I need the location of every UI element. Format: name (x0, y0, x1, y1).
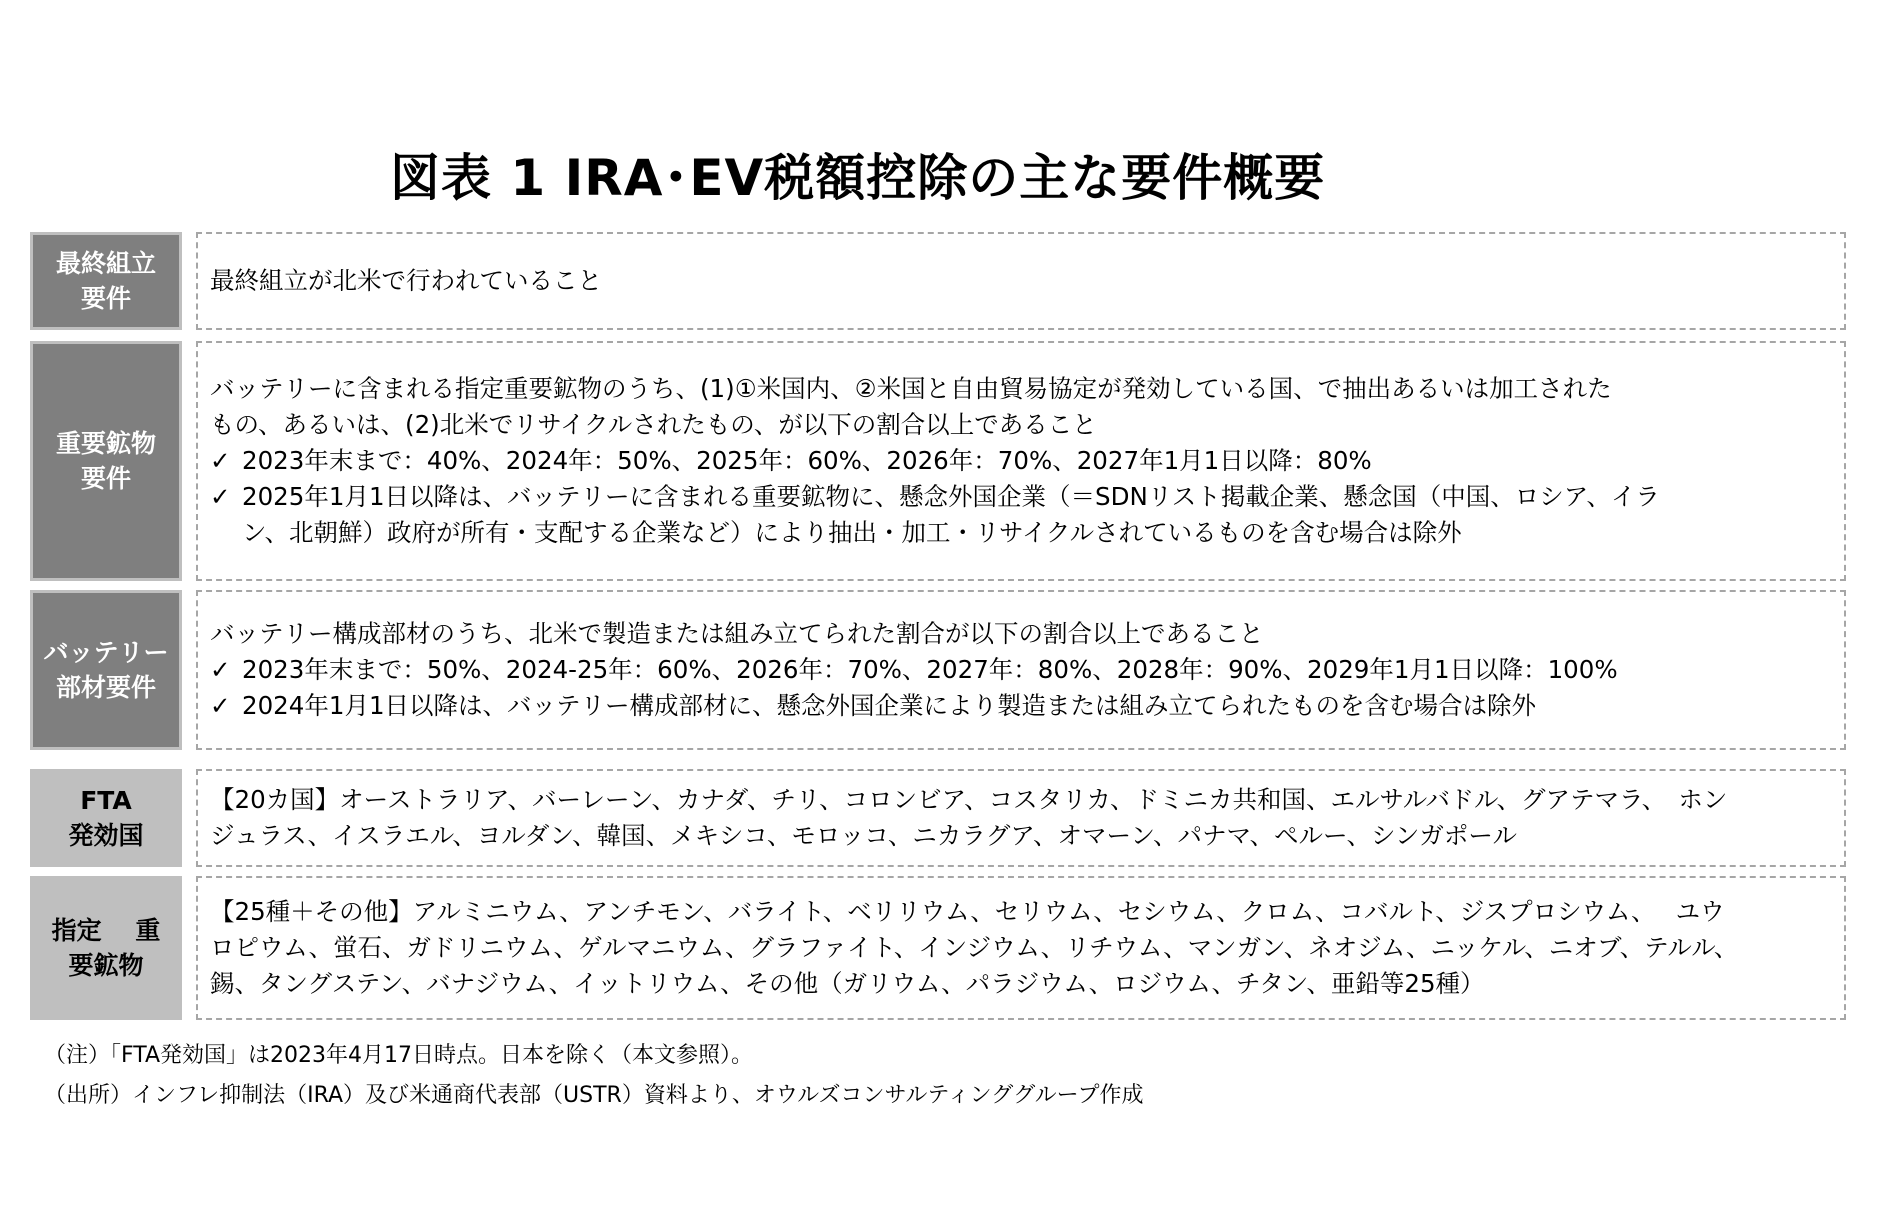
row-content (196, 769, 1846, 867)
bullet-item (210, 479, 1844, 551)
label-line: FTA (80, 786, 132, 815)
row-label (30, 876, 182, 1020)
row-label (30, 341, 182, 581)
checkmark-icon: ✓ (210, 691, 231, 720)
bullet-item (210, 688, 1844, 724)
content-text: 【20カ国】オーストラリア、バーレーン、カナダ、チリ、コロンビア、コスタリカ、ドミニカ共和国、エルサルバドル、グアテマラ、 ホン (210, 785, 1728, 814)
checkmark-icon: ✓ (210, 482, 231, 511)
content-text: 最終組立が北米で行われていること (210, 266, 602, 295)
content-text: もの、あるいは、(2)北米でリサイクルされたもの、が以下の割合以上であること (210, 410, 1097, 439)
checkmark-icon: ✓ (210, 655, 231, 684)
footnote: （注）「FTA発効国」は2023年4月17日時点。日本を除く（本文参照）。 (44, 1043, 754, 1068)
requirement-row-critical-minerals (30, 341, 1846, 581)
label-line: バッテリー (43, 638, 169, 667)
content-text: バッテリー構成部材のうち、北米で製造または組み立てられた割合が以下の割合以上であること (210, 619, 1264, 648)
label-line: 要鉱物 (68, 951, 144, 980)
content-text: ジュラス、イスラエル、ヨルダン、韓国、メキシコ、モロッコ、ニカラグア、オマーン、パナマ、ペルー、シンガポール (210, 821, 1517, 850)
label-line: 発効国 (68, 821, 144, 850)
requirement-row-final-assembly (30, 232, 1846, 330)
content-text: バッテリーに含まれる指定重要鉱物のうち、(1)①米国内、②米国と自由貿易協定が発効している国、で抽出あるいは加工された (210, 374, 1612, 403)
label-line: 要件 (80, 464, 131, 493)
row-content (196, 341, 1846, 581)
bullet-text: 2025年1月1日以降は、バッテリーに含まれる重要鉱物に、懸念外国企業（＝SDNリスト掲載企業、懸念国（中国、ロシア、イラ ン、北朝鮮）政府が所有・支配する企業など）により抽出・加工・リサイクルされているものを含む場合は除外 (242, 482, 1660, 547)
label-line: 指定 重 (51, 916, 161, 945)
row-content (196, 590, 1846, 750)
bullet-item (210, 443, 1844, 479)
bullet-text: 2024年1月1日以降は、バッテリー構成部材に、懸念外国企業により製造または組み立てられたものを含む場合は除外 (242, 691, 1537, 720)
row-content (196, 232, 1846, 330)
content-text: 【25種＋その他】アルミニウム、アンチモン、バライト、ベリリウム、セリウム、セシウム、クロム、コバルト、ジスプロシウム、 ユウ (210, 897, 1725, 926)
fta-countries-row (30, 769, 1846, 867)
row-content (196, 876, 1846, 1020)
label-line: 要件 (80, 284, 131, 313)
designated-minerals-row (30, 876, 1846, 1020)
label-line: 部材要件 (55, 673, 156, 702)
row-label (30, 590, 182, 750)
bullet-item (210, 652, 1844, 688)
row-label (30, 769, 182, 867)
label-line: 重要鉱物 (55, 429, 156, 458)
content-text: 錫、タングステン、バナジウム、イットリウム、その他（ガリウム、パラジウム、ロジウム、チタン、亜鉛等25種） (210, 969, 1485, 998)
row-label (30, 232, 182, 330)
label-line: 最終組立 (55, 249, 156, 278)
content-text: ロピウム、蛍石、ガドリニウム、ゲルマニウム、グラファイト、インジウム、リチウム、マンガン、ネオジム、ニッケル、ニオブ、テルル、 (210, 933, 1739, 962)
requirement-row-battery-components (30, 590, 1846, 750)
bullet-text: 2023年末まで：40%、2024年：50%、2025年：60%、2026年：70%、2027年1月1日以降：80% (242, 446, 1372, 475)
checkmark-icon: ✓ (210, 446, 231, 475)
page-title: 図表 1 IRA･EV税額控除の主な要件概要 (390, 149, 1326, 207)
source-note: （出所）インフレ抑制法（IRA）及び米通商代表部（USTR）資料より、オウルズコンサルティンググループ作成 (44, 1083, 1144, 1108)
bullet-text: 2023年末まで：50%、2024-25年：60%、2026年：70%、2027年：80%、2028年：90%、2029年1月1日以降：100% (242, 655, 1618, 684)
